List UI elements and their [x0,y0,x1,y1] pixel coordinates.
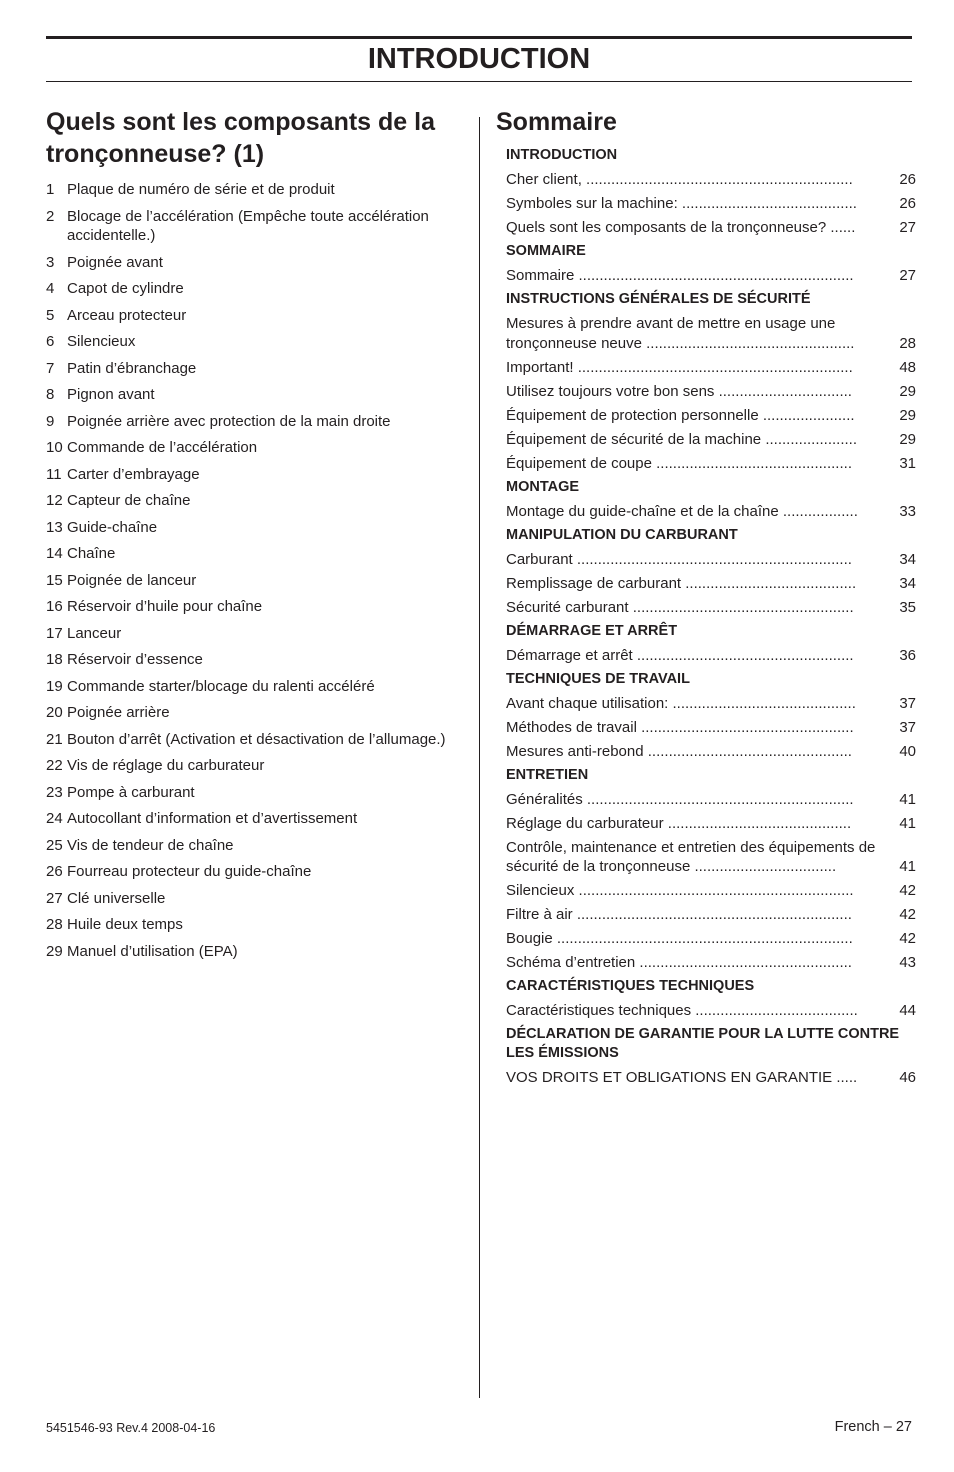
toc-entry[interactable] [506,170,916,190]
footer-page-label: French – 27 [834,1419,912,1435]
toc-entry[interactable] [506,266,916,286]
toc-entry-page: 41 [899,814,916,832]
toc-entry[interactable] [506,406,916,426]
component-item [46,180,466,200]
toc-section-title: DÉMARRAGE ET ARRÊT [506,622,678,639]
toc-entry-page: 37 [899,718,916,736]
component-number: 13 [46,518,63,536]
component-number: 25 [46,836,63,854]
toc-entry[interactable] [506,454,916,474]
toc-entry-text: Équipement de protection personnelle ...................... [506,406,855,424]
component-number: 6 [46,333,55,350]
component-label: Poignée arrière [67,704,170,721]
toc-list [496,146,916,1088]
toc-entry-text: Méthodes de travail ................................................... [506,718,854,736]
component-label: Pignon avant [67,386,155,403]
component-item [46,518,466,538]
toc-entry-text: Symboles sur la machine: .......................................... [506,195,857,212]
toc-entry-page: 29 [899,382,916,400]
column-divider [479,117,480,1398]
toc-entry[interactable] [506,550,916,570]
component-label: Capteur de chaîne [67,492,191,509]
component-number: 12 [46,492,63,509]
toc-entry-text: Contrôle, maintenance et entretien des équipements de sécurité de la tronçonneuse .................................. [506,838,876,875]
toc-entry-text: Remplissage de carburant ......................................... [506,574,857,592]
toc-entry-page: 40 [899,742,916,760]
component-label: Lanceur [67,624,122,642]
toc-entry[interactable] [506,194,916,214]
component-label: Patin d’ébranchage [67,359,197,377]
toc-entry-page: 26 [899,171,916,188]
toc-heading: Sommaire [496,108,617,136]
component-label: Commande starter/blocage du ralenti accéléré [67,677,375,695]
toc-entry-page: 36 [899,646,916,664]
component-number: 2 [46,207,55,225]
toc-entry-text: Équipement de sécurité de la machine ...................... [506,430,858,448]
component-item [46,756,466,776]
component-item [46,306,466,326]
component-item [46,207,466,246]
toc-entry[interactable] [506,218,916,238]
component-number: 26 [46,863,63,880]
component-label: Guide-chaîne [67,518,158,536]
toc-entry[interactable] [506,838,916,877]
component-number: 7 [46,359,55,377]
toc-entry-text: Important! .................................................................. [506,358,853,376]
component-number: 21 [46,730,63,748]
toc-entry-page: 42 [899,882,916,899]
component-label: Bouton d’arrêt (Activation et désactivation de l’allumage.) [67,730,446,748]
component-label: Arceau protecteur [67,306,187,324]
toc-entry-page: 33 [899,502,916,520]
component-label: Blocage de l’accélération (Empêche toute accélération accidentelle.) [67,207,429,244]
component-number: 17 [46,624,63,642]
component-item [46,862,466,882]
component-item [46,491,466,511]
toc-entry[interactable] [506,742,916,762]
toc-entry-page: 37 [899,694,916,712]
toc-entry-page: 28 [899,334,916,352]
component-label: Poignée avant [67,253,163,271]
toc-entry-page: 35 [899,598,916,616]
component-item [46,650,466,670]
component-label: Chaîne [67,545,116,562]
toc-section-title: MONTAGE [506,478,580,495]
header-top-rule [46,36,912,39]
toc-entry[interactable] [506,905,916,925]
components-heading: Quels sont les composants de la tronçonneuse? (1) [46,108,436,168]
toc-section-title: SOMMAIRE [506,243,586,259]
toc-entry-text: Mesures à prendre avant de mettre en usage une tronçonneuse neuve .................................................. [506,315,855,352]
component-item [46,359,466,379]
toc-entry-page: 42 [899,906,916,923]
toc-entry-page: 34 [899,550,916,568]
component-number: 4 [46,280,55,297]
toc-entry-page: 43 [899,954,916,971]
component-item [46,571,466,591]
toc-entry-text: VOS DROITS ET OBLIGATIONS EN GARANTIE ..... [506,1069,858,1086]
toc-entry-text: Quels sont les composants de la tronçonneuse? ...... [506,219,856,236]
toc-entry-page: 31 [899,454,916,472]
component-number: 24 [46,810,63,827]
component-number: 20 [46,704,63,721]
component-number: 29 [46,942,63,960]
toc-entry[interactable] [506,718,916,738]
toc-entry[interactable] [506,1068,916,1088]
toc-entry-text: Bougie ....................................................................... [506,930,853,947]
component-number: 27 [46,889,63,907]
toc-entry-text: Silencieux .................................................................. [506,882,854,899]
toc-entry[interactable] [506,574,916,594]
toc-entry[interactable] [506,358,916,378]
component-label: Capot de cylindre [67,280,184,297]
toc-entry[interactable] [506,646,916,666]
toc-entry-page: 27 [899,267,916,284]
toc-entry-text: Mesures anti-rebond ................................................. [506,742,852,760]
toc-entry-page: 29 [899,430,916,448]
component-label: Huile deux temps [67,916,183,933]
component-number: 28 [46,916,63,933]
component-label: Réservoir d’essence [67,651,203,668]
component-item [46,385,466,405]
component-label: Vis de réglage du carburateur [67,757,265,774]
toc-entry-text: Démarrage et arrêt .................................................... [506,646,854,664]
toc-entry-text: Cher client, ................................................................ [506,171,853,188]
toc-entry[interactable] [506,929,916,949]
toc-entry[interactable] [506,382,916,402]
toc-section-title: TECHNIQUES DE TRAVAIL [506,670,690,687]
toc-entry-text: Sécurité carburant ..................................................... [506,598,854,616]
toc-entry[interactable] [506,598,916,618]
toc-entry-text: Schéma d’entretien ................................................... [506,954,852,971]
component-number: 5 [46,306,55,324]
toc-section-title: DÉCLARATION DE GARANTIE POUR LA LUTTE CONTRE LES ÉMISSIONS [506,1026,900,1061]
toc-section-title: CARACTÉRISTIQUES TECHNIQUES [506,978,755,994]
toc-section [496,106,916,1092]
component-item [46,889,466,909]
component-number: 14 [46,545,63,562]
component-number: 19 [46,677,63,695]
toc-entry-page: 41 [899,858,916,875]
toc-entry-page: 48 [899,358,916,376]
component-number: 1 [46,181,55,198]
component-label: Autocollant d’information et d’avertissement [67,810,358,827]
toc-entry-text: Montage du guide-chaîne et de la chaîne .................. [506,502,858,520]
component-label: Pompe à carburant [67,783,195,801]
component-label: Silencieux [67,333,136,350]
component-item [46,279,466,299]
component-item [46,836,466,856]
toc-section-title: MANIPULATION DU CARBURANT [506,526,738,543]
component-label: Clé universelle [67,889,166,907]
toc-entry-page: 46 [899,1069,916,1086]
component-number: 10 [46,439,63,456]
toc-entry-text: Avant chaque utilisation: ............................................ [506,694,856,712]
component-item [46,332,466,352]
component-label: Fourreau protecteur du guide-chaîne [67,863,312,880]
component-label: Vis de tendeur de chaîne [67,836,234,854]
component-label: Poignée arrière avec protection de la main droite [67,412,391,430]
toc-entry[interactable] [506,1001,916,1021]
header-bottom-rule [46,81,912,82]
toc-entry[interactable] [506,814,916,834]
toc-entry-text: Caractéristiques techniques ....................................... [506,1002,858,1019]
component-item [46,783,466,803]
toc-entry-text: Utilisez toujours votre bon sens ................................ [506,382,852,400]
component-number: 16 [46,598,63,615]
component-label: Carter d’embrayage [67,465,200,483]
component-number: 23 [46,783,63,801]
toc-entry-text: Sommaire .................................................................. [506,267,854,284]
page-title: INTRODUCTION [367,43,591,75]
component-number: 18 [46,651,63,668]
toc-entry-text: Équipement de coupe ............................................... [506,454,852,472]
component-label: Manuel d’utilisation (EPA) [67,942,238,960]
toc-entry-page: 34 [899,574,916,592]
component-item [46,597,466,617]
toc-entry[interactable] [506,694,916,714]
toc-entry[interactable] [506,953,916,973]
component-item [46,915,466,935]
toc-entry-page: 44 [899,1002,916,1019]
toc-entry-text: Réglage du carburateur ............................................ [506,814,852,832]
toc-entry-page: 29 [899,406,916,424]
toc-entry-page: 27 [899,219,916,236]
toc-section-title: INSTRUCTIONS GÉNÉRALES DE SÉCURITÉ [506,291,811,307]
component-item [46,544,466,564]
toc-entry[interactable] [506,881,916,901]
components-list [46,180,466,961]
component-item [46,809,466,829]
component-item [46,942,466,962]
components-section [46,106,466,968]
component-item [46,624,466,644]
component-number: 3 [46,253,55,271]
component-label: Commande de l’accélération [67,439,258,456]
component-item [46,465,466,485]
toc-entry-page: 26 [899,195,916,212]
toc-entry-text: Généralités ................................................................ [506,790,854,808]
component-number: 15 [46,571,63,589]
toc-entry-text: Carburant .................................................................. [506,550,852,568]
component-item [46,412,466,432]
toc-entry[interactable] [506,314,916,353]
toc-entry-page: 42 [899,930,916,947]
component-label: Réservoir d’huile pour chaîne [67,598,263,615]
footer-doc-ref: 5451546-93 Rev.4 2008-04-16 [46,1421,216,1435]
component-label: Poignée de lanceur [67,571,197,589]
component-item [46,253,466,273]
toc-entry[interactable] [506,430,916,450]
component-item [46,730,466,750]
component-item [46,677,466,697]
toc-entry[interactable] [506,790,916,810]
toc-entry[interactable] [506,502,916,522]
component-number: 9 [46,412,55,430]
toc-section-title: INTRODUCTION [506,147,618,163]
component-number: 8 [46,386,55,403]
toc-section-title: ENTRETIEN [506,766,589,783]
component-label: Plaque de numéro de série et de produit [67,181,335,198]
toc-entry-text: Filtre à air .................................................................. [506,906,852,923]
component-number: 11 [46,465,62,483]
component-item [46,703,466,723]
component-item [46,438,466,458]
toc-entry-page: 41 [899,790,916,808]
component-number: 22 [46,757,63,774]
